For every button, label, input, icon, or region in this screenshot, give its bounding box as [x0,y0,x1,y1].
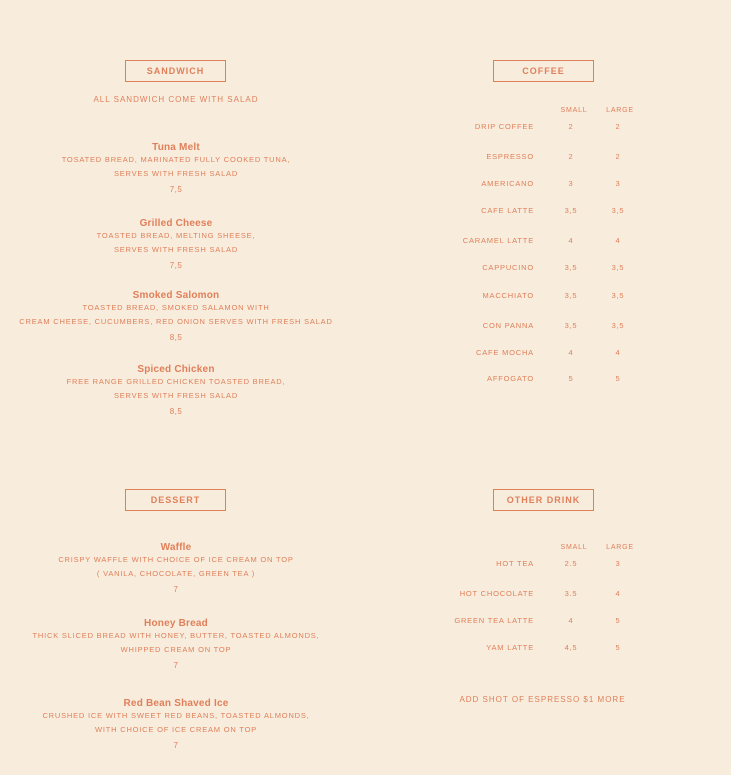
item-description: CRISPY WAFFLE WITH CHOICE OF ICE CREAM ON TOP [58,555,294,564]
menu-item-red-bean-shaved-ice [0,698,356,750]
item-price: 7,5 [169,185,183,194]
drink-name: HOT TEA [496,559,534,568]
drink-name: CAFE MOCHA [475,348,534,357]
drink-large-price: 3 [615,179,621,188]
drink-large-price: 3,5 [611,291,625,300]
drink-name: HOT CHOCOLATE [459,589,534,598]
item-description: TOSATED BREAD, MARINATED FULLY COOKED TUNA, [61,155,291,164]
menu-item-spiced-chicken [0,364,356,416]
coffee-row [0,321,731,333]
drink-large-price: 3,5 [611,263,625,272]
drink-small-price: 3,5 [564,206,578,215]
drink-name: CAFE LATTE [481,206,534,215]
drink-large-price: 3,5 [611,321,625,330]
drink-small-price: 3,5 [564,291,578,300]
drink-small-price: 3,5 [564,321,578,330]
dessert-heading [125,489,226,511]
coffee-large-header: LARGE [606,107,634,114]
other-drink-row [0,616,731,628]
drink-name: DRIP COFFEE [474,122,534,131]
coffee-row [0,236,731,248]
item-description: SERVES WITH FRESH SALAD [113,169,239,178]
drink-small-price: 4,5 [564,643,578,652]
item-description: WHIPPED CREAM ON TOP [120,645,232,654]
item-description: CREAM CHEESE, CUCUMBERS, RED ONION SERVES WITH FRESH SALAD [19,317,333,326]
drink-large-price: 4 [615,236,621,245]
coffee-row [0,122,731,134]
other-drink-heading [493,489,594,511]
coffee-small-header: SMALL [560,107,588,114]
item-name: Waffle [160,542,192,553]
item-description: SERVES WITH FRESH SALAD [113,391,239,400]
item-description: FREE RANGE GRILLED CHICKEN TOASTED BREAD, [66,377,286,386]
other-drink-row [0,559,731,571]
drink-name: CARAMEL LATTE [462,236,534,245]
drink-name: AFFOGATO [487,374,534,383]
other-drink-large-header: LARGE [606,544,634,551]
drink-large-price: 3,5 [611,206,625,215]
sandwich-title: SANDWICH [146,66,205,76]
drink-large-price: 5 [615,616,621,625]
item-description: ( VANILA, CHOCOLATE, GREEN TEA ) [96,569,256,578]
coffee-heading [493,60,594,82]
drink-small-price: 3.5 [564,589,578,598]
sandwich-note: ALL SANDWICH COME WITH SALAD [93,95,259,104]
coffee-row [0,348,731,360]
coffee-title: COFFEE [522,66,565,76]
sandwich-heading [125,60,226,82]
drink-name: GREEN TEA LATTE [454,616,534,625]
coffee-row [0,263,731,275]
item-price: 8,5 [169,333,183,342]
drink-name: ESPRESSO [486,152,534,161]
drink-large-price: 2 [615,122,621,131]
item-price: 7,5 [169,261,183,270]
item-name: Red Bean Shaved Ice [123,698,229,709]
item-name: Honey Bread [144,618,208,629]
drink-large-price: 4 [615,348,621,357]
item-name: Spiced Chicken [137,364,215,375]
drink-large-price: 5 [615,374,621,383]
drink-large-price: 4 [615,589,621,598]
drink-small-price: 5 [568,374,574,383]
item-description: THICK SLICED BREAD WITH HONEY, BUTTER, TOASTED ALMONDS, [32,631,320,640]
drink-small-price: 2 [568,152,574,161]
other-drink-title: OTHER DRINK [506,495,581,505]
coffee-row [0,291,731,303]
dessert-title: DESSERT [150,495,201,505]
item-price: 8,5 [169,407,183,416]
item-description: TOASTED BREAD, SMOKED SALAMON WITH [82,303,270,312]
drink-small-price: 2.5 [564,559,578,568]
drink-large-price: 5 [615,643,621,652]
item-name: Grilled Cheese [139,218,213,229]
item-price: 7 [173,661,179,670]
drink-large-price: 3 [615,559,621,568]
drink-small-price: 4 [568,348,574,357]
item-name: Smoked Salomon [132,290,220,301]
drink-name: CAPPUCINO [482,263,534,272]
drink-small-price: 4 [568,236,574,245]
drink-name: MACCHIATO [482,291,534,300]
item-description: WITH CHOICE OF ICE CREAM ON TOP [94,725,258,734]
drink-name: CON PANNA [482,321,534,330]
other-drink-row [0,589,731,601]
other-drink-small-header: SMALL [560,544,588,551]
coffee-row [0,152,731,164]
drink-small-price: 4 [568,616,574,625]
drink-small-price: 3 [568,179,574,188]
coffee-row [0,374,731,386]
coffee-row [0,179,731,191]
drink-small-price: 3,5 [564,263,578,272]
drink-large-price: 2 [615,152,621,161]
drink-small-price: 2 [568,122,574,131]
item-description: CRUSHED ICE WITH SWEET RED BEANS, TOASTED ALMONDS, [42,711,310,720]
other-drink-row [0,643,731,655]
coffee-row [0,206,731,218]
item-description: TOASTED BREAD, MELTING SHEESE, [96,231,256,240]
espresso-shot-note: ADD SHOT OF ESPRESSO $1 MORE [459,695,626,704]
item-name: Tuna Melt [152,142,200,153]
item-description: SERVES WITH FRESH SALAD [113,245,239,254]
drink-name: AMERICANO [481,179,534,188]
item-price: 7 [173,741,179,750]
drink-name: YAM LATTE [486,643,534,652]
item-price: 7 [173,585,179,594]
